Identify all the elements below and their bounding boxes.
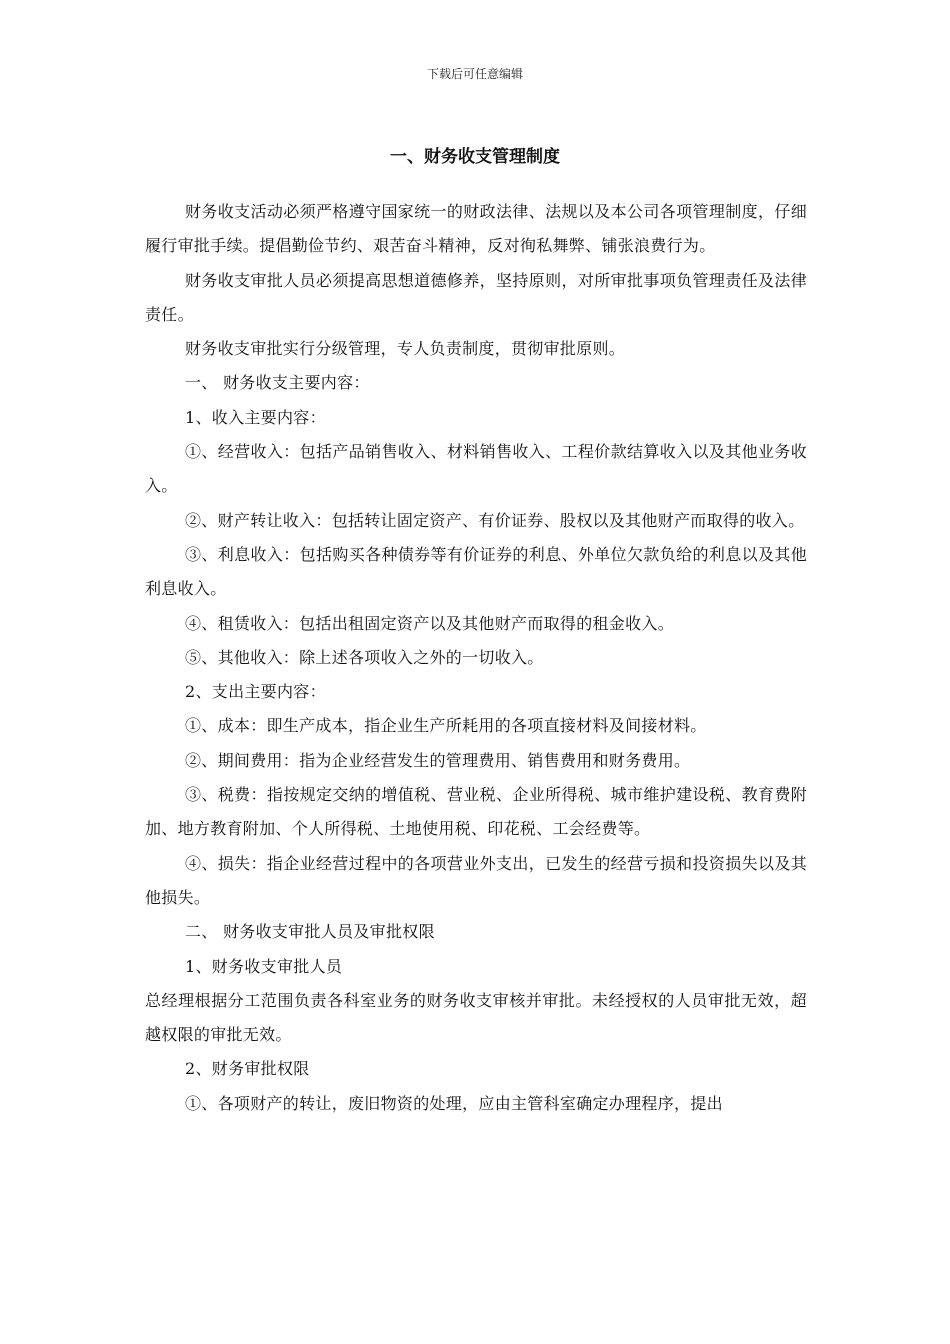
section-heading: 一、 财务收支主要内容：: [185, 373, 370, 393]
paragraph: 财务收支审批人员必须提高思想道德修养，坚持原则，对所审批事项负管理责任及法律责任。: [145, 270, 807, 324]
document-title: 一、财务收支管理制度: [390, 147, 560, 167]
subsection-heading: 2、财务审批权限: [185, 1059, 310, 1079]
list-item: ④、租赁收入：包括出租固定资产以及其他财产而取得的租金收入。: [185, 613, 675, 633]
subsection-heading: 1、收入主要内容：: [185, 407, 326, 427]
subsection-heading: 1、财务收支审批人员: [185, 956, 343, 976]
section-heading: 二、 财务收支审批人员及审批权限: [185, 922, 435, 942]
header-note: 下载后可任意编辑: [426, 67, 523, 81]
subsection-heading: 2、支出主要内容：: [185, 682, 326, 702]
list-item: ③、利息收入：包括购买各种债券等有价证券的利息、外单位欠款负给的利息以及其他利息收入。: [145, 544, 807, 599]
list-item: ④、损失：指企业经营过程中的各项营业外支出，已发生的经营亏损和投资损失以及其他损失。: [145, 853, 807, 907]
list-item: ③、税费：指按规定交纳的增值税、营业税、企业所得税、城市维护建设税、教育费附加、地方教育附加、个人所得税、土地使用税、印花税、工会经费等。: [145, 785, 807, 839]
paragraph: 总经理根据分工范围负责各科室业务的财务收支审核并审批。未经授权的人员审批无效，超越权限的审批无效。: [145, 990, 807, 1045]
paragraph: 财务收支活动必须严格遵守国家统一的财政法律、法规以及本公司各项管理制度，仔细履行审批手续。提倡勤俭节约、艰苦奋斗精神，反对徇私舞弊、铺张浪费行为。: [145, 202, 807, 256]
list-item: ②、财产转让收入：包括转让固定资产、有价证券、股权以及其他财产而取得的收入。: [185, 510, 805, 530]
list-item: ⑤、其他收入：除上述各项收入之外的一切收入。: [185, 647, 544, 667]
list-item: ②、期间费用：指为企业经营发生的管理费用、销售费用和财务费用。: [185, 750, 691, 770]
document-body: [145, 195, 807, 1121]
list-item: ①、经营收入：包括产品销售收入、材料销售收入、工程价款结算收入以及其他业务收入。: [145, 442, 807, 496]
list-item: ①、各项财产的转让，废旧物资的处理，应由主管科室确定办理程序，提出: [185, 1093, 723, 1113]
paragraph: 财务收支审批实行分级管理，专人负责制度，贯彻审批原则。: [185, 339, 626, 359]
list-item: ①、成本：即生产成本，指企业生产所耗用的各项直接材料及间接材料。: [185, 716, 707, 736]
